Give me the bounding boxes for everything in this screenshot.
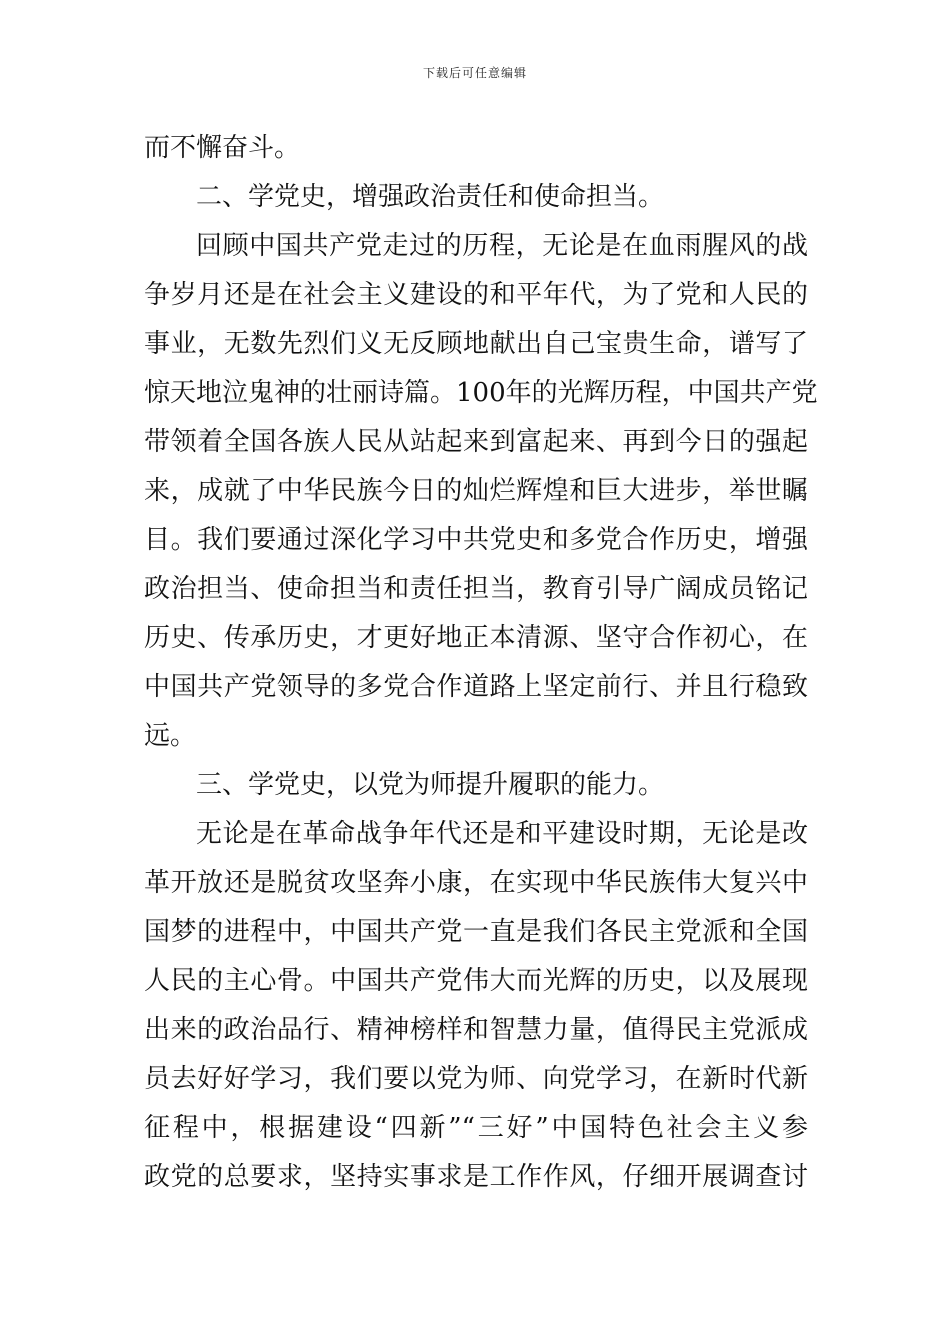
page-header: 下载后可任意编辑 <box>422 66 527 80</box>
document-body <box>144 124 818 1202</box>
text-line: 出来的政治品行、精神榜样和智慧力量，值得民主党派成 <box>144 1015 808 1045</box>
text-line: 二、学党史，增强政治责任和使命担当。 <box>196 182 665 212</box>
text-line: 历史、传承历史，才更好地正本清源、坚守合作初心，在 <box>144 623 808 653</box>
text-line: 惊天地泣鬼神的壮丽诗篇。100年的光辉历程，中国共产党 <box>144 378 818 408</box>
text-line: 员去好好学习，我们要以党为师、向党学习，在新时代新 <box>144 1064 808 1094</box>
text-line: 人民的主心骨。中国共产党伟大而光辉的历史，以及展现 <box>144 966 808 996</box>
text-line: 革开放还是脱贫攻坚奔小康，在实现中华民族伟大复兴中 <box>144 868 808 898</box>
text-line: 政治担当、使命担当和责任担当，教育引导广阔成员铭记 <box>144 574 808 604</box>
text-line: 目。我们要通过深化学习中共党史和多党合作历史，增强 <box>144 525 808 555</box>
text-line: 远。 <box>144 721 197 751</box>
text-line: 而不懈奋斗。 <box>144 133 301 163</box>
text-line: 争岁月还是在社会主义建设的和平年代，为了党和人民的 <box>144 280 808 310</box>
text-line: 带领着全国各族人民从站起来到富起来、再到今日的强起 <box>144 427 808 457</box>
text-line: 征程中，根据建设“四新”“三好”中国特色社会主义参 <box>144 1113 808 1143</box>
text-line: 无论是在革命战争年代还是和平建设时期，无论是改 <box>196 819 808 849</box>
text-line: 来，成就了中华民族今日的灿烂辉煌和巨大进步，举世瞩 <box>144 476 808 506</box>
text-line: 回顾中国共产党走过的历程，无论是在血雨腥风的战 <box>196 231 808 261</box>
text-line: 事业，无数先烈们义无反顾地献出自己宝贵生命，谱写了 <box>144 329 808 359</box>
text-line: 国梦的进程中，中国共产党一直是我们各民主党派和全国 <box>144 917 808 947</box>
text-line: 中国共产党领导的多党合作道路上坚定前行、并且行稳致 <box>144 672 808 702</box>
text-line: 三、学党史，以党为师提升履职的能力。 <box>196 770 665 800</box>
text-line: 政党的总要求，坚持实事求是工作作风，仔细开展调查讨 <box>144 1162 808 1192</box>
